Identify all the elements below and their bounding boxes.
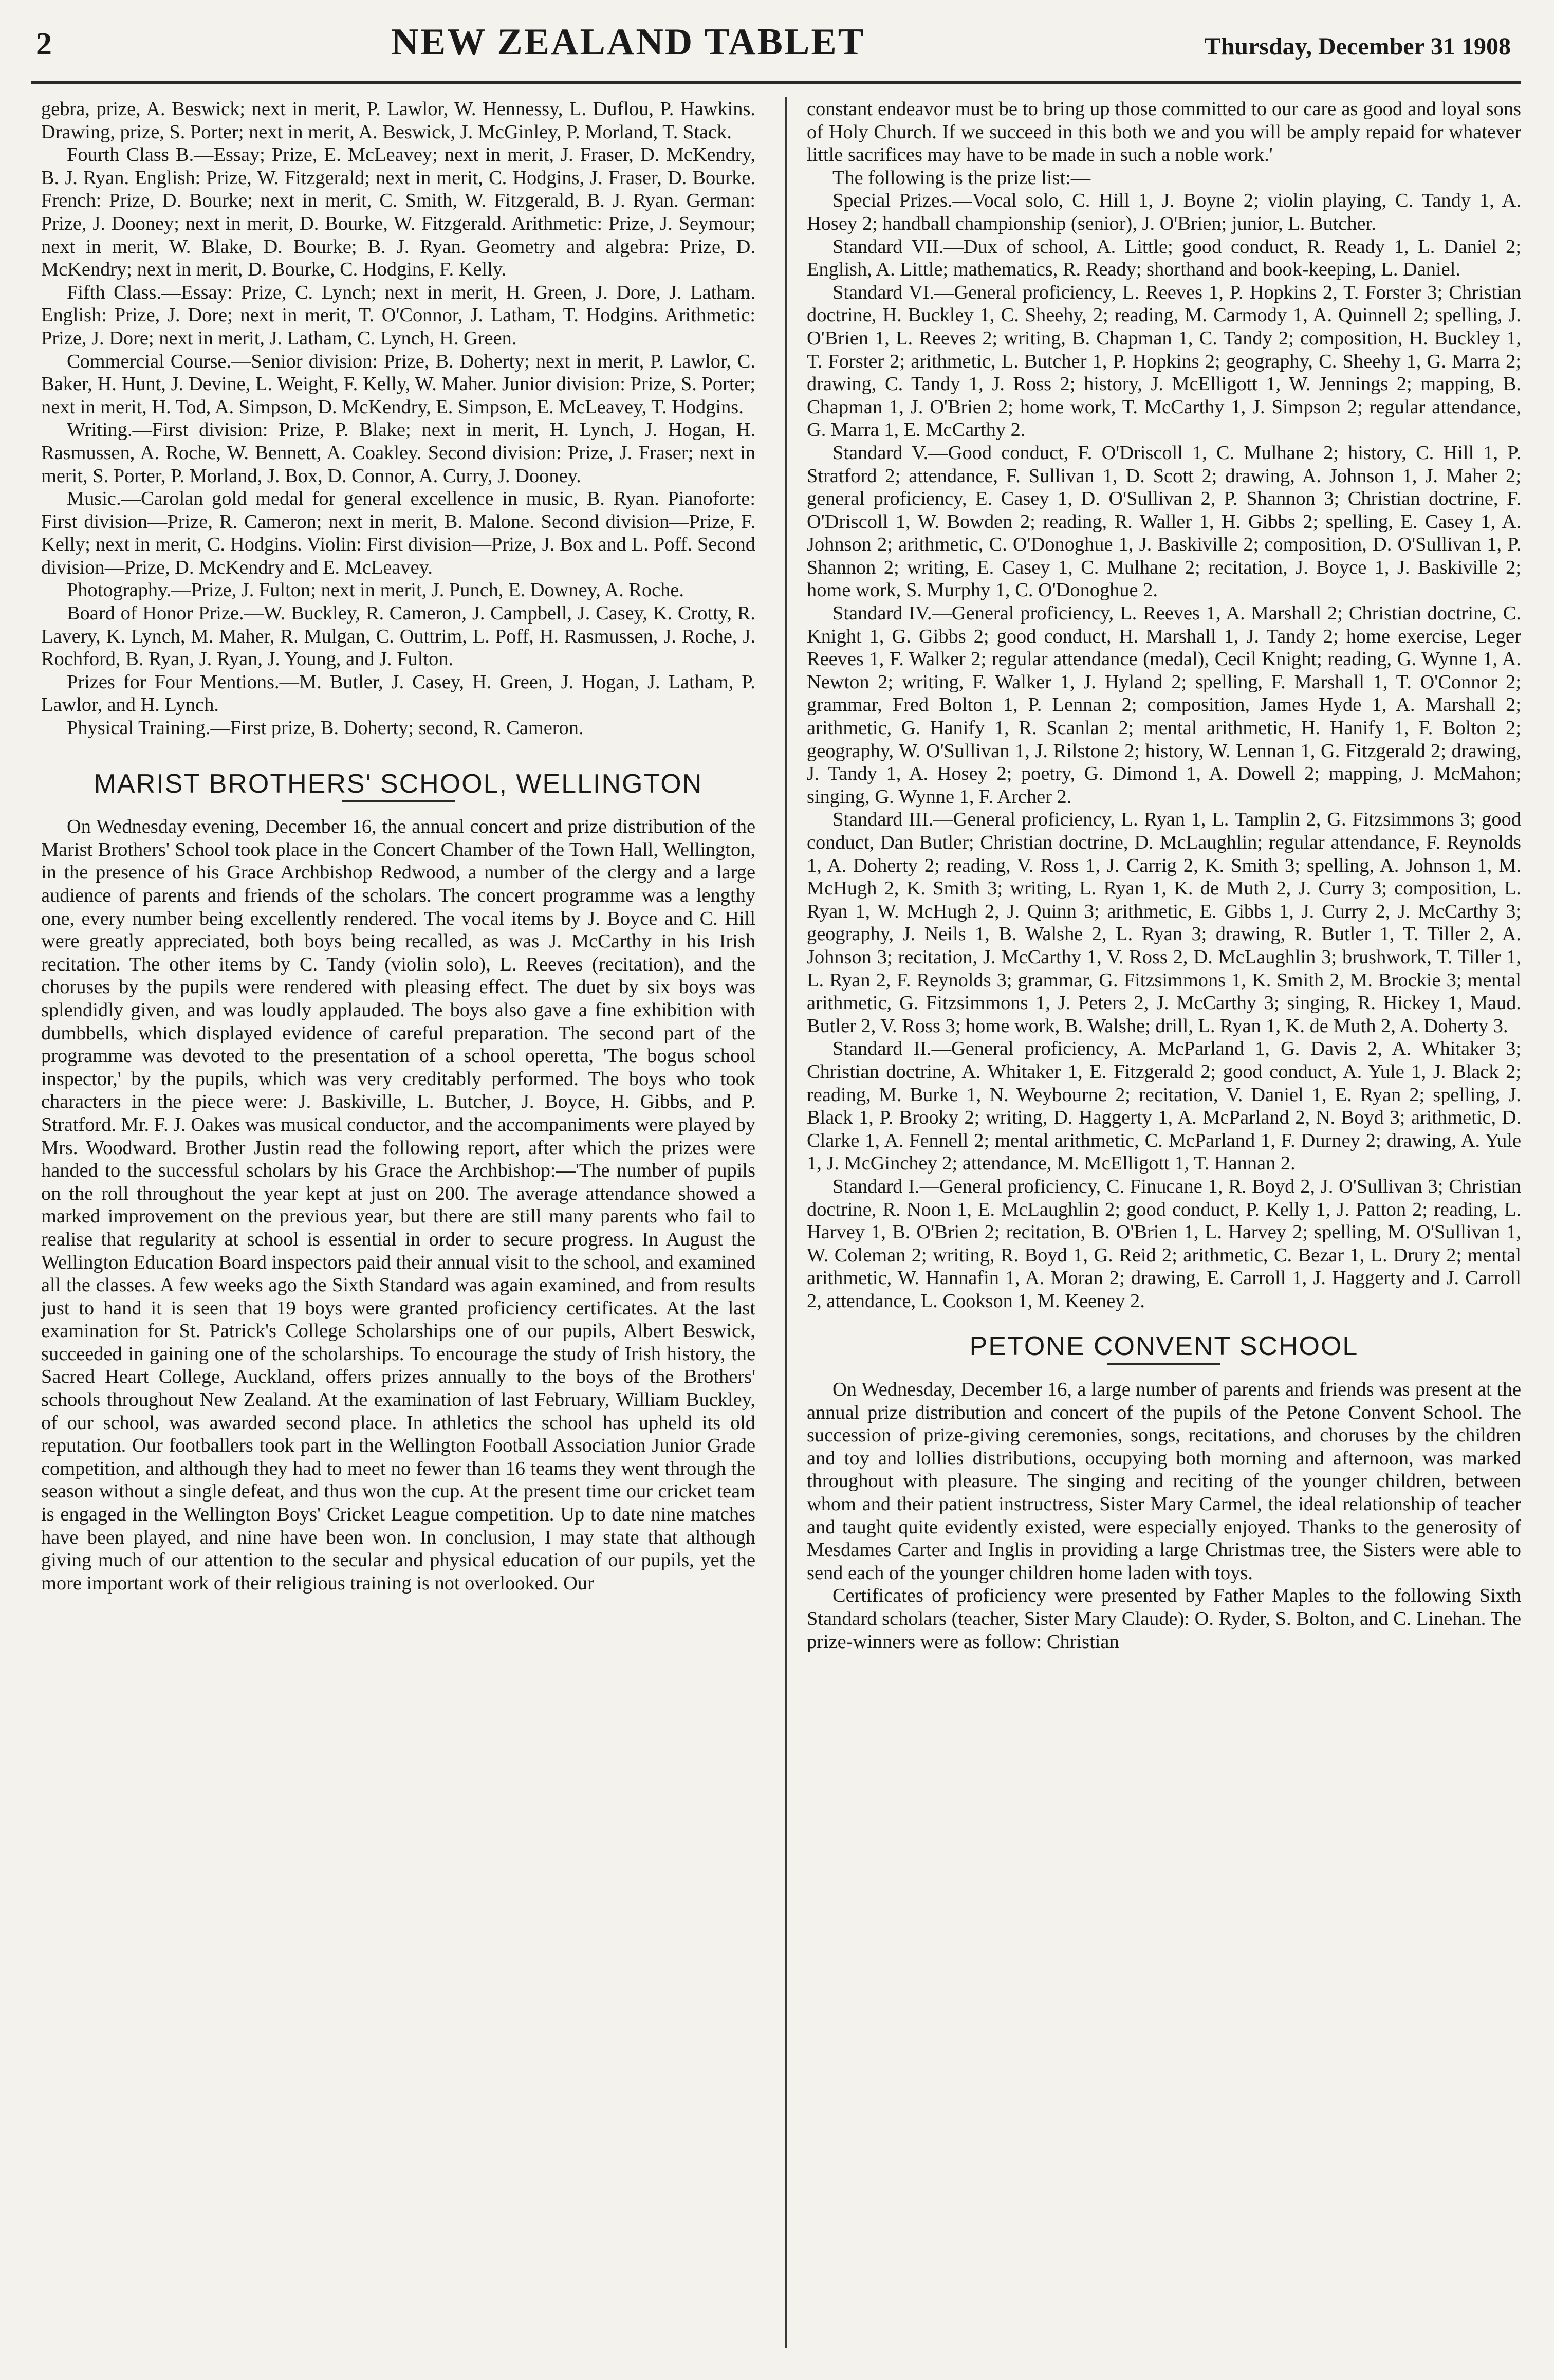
article-paragraph: Music.—Carolan gold medal for general excellence in music, B. Ryan. Pianoforte: First division—Prize, R. Cameron; next in merit, B. Malone. Second division—Prize, F. Kelly; next in merit, C. Hodgins. Violin: First division—Prize, J. Box and L. Poff. Second division—Prize, D. McKendry and E. McLeavey. <box>41 488 755 578</box>
right-column <box>807 98 1521 1653</box>
article-paragraph: Standard III.—General proficiency, L. Ryan 1, L. Tamplin 2, G. Fitzsimmons 3; good conduct, Dan Butler; Christian doctrine, D. McLaughlin; regular attendance, F. Reynolds 1, A. Doherty 2; reading, V. Ross 1, J. Carrig 2, K. Smith 3; spelling, A. Johnson 1, M. McHugh 2, K. Smith 3; writing, L. Ryan 1, K. de Muth 2, J. Curry 3; composition, L. Ryan 1, W. McHugh 2, J. Quinn 3; arithmetic, E. Gibbs 1, J. Curry 2, J. McCarthy 3; geography, J. Neils 1, B. Walshe 2, L. Ryan 3; drawing, R. Butler 1, T. Tiller 2, A. Johnson 3; recitation, J. McCarthy 1, V. Ross 2, D. McLaughlin 3; brushwork, T. Tiller 1, L. Ryan 2, F. Reynolds 3; grammar, G. Fitzsimmons 1, K. Smith 2, M. Brockie 3; mental arithmetic, G. Fitzsimmons 1, J. Peters 2, J. McCarthy 3; singing, R. Hickey 1, Maud. Butler 2, V. Ross 3; home work, B. Walshe; drill, L. Ryan 1, K. de Muth 2, A. Doherty 3. <box>807 809 1521 1037</box>
newspaper-page <box>31 21 1521 2365</box>
issue-date: Thursday, December 31 1908 <box>1204 33 1511 60</box>
article-paragraph: constant endeavor must be to bring up those committed to our care as good and loyal sons of Holy Church. If we succeed in this both we and you will be amply repaid for whatever little sacrifices may have to be made in such a noble work.' <box>807 98 1521 166</box>
heading-rule <box>1107 1363 1220 1365</box>
article-paragraph: Photography.—Prize, J. Fulton; next in merit, J. Punch, E. Downey, A. Roche. <box>67 579 684 601</box>
page-number: 2 <box>36 27 52 62</box>
article-paragraph: Standard VI.—General proficiency, L. Reeves 1, P. Hopkins 2, T. Forster 3; Christian doctrine, H. Buckley 1, C. Sheehy, 2; reading, M. Carmody 1, A. Quinnell 2; spelling, J. O'Brien 1, L. Reeves 2; writing, B. Chapman 1, C. Tandy 2; composition, H. Buckley 1, T. Forster 2; arithmetic, L. Butcher 1, P. Hopkins 2; geography, C. Sheehy 1, G. Marra 2; drawing, C. Tandy 1, J. Ross 2; history, J. McElligott 1, W. Jennings 2; mapping, B. Chapman 1, J. O'Brien 2; home work, T. McCarthy 1, J. Simpson 2; regular attendance, G. Marra 1, E. McCarthy 2. <box>807 281 1521 441</box>
article-paragraph: Physical Training.—First prize, B. Doherty; second, R. Cameron. <box>67 717 584 739</box>
article-paragraph: Standard II.—General proficiency, A. McParland 1, G. Davis 2, A. Whitaker 3; Christian doctrine, A. Whitaker 1, E. Fitzgerald 2; good conduct, A. Yule 1, J. Black 2; reading, M. Burke 1, N. Weybourne 2; recitation, V. Daniel 1, E. Ryan 2; spelling, J. Black 1, P. Brooky 2; writing, D. Haggerty 1, A. McParland 2, N. Boyd 3; arithmetic, D. Clarke 1, A. Fennell 2; mental arithmetic, C. McParland 1, F. Durney 2; drawing, A. Yule 1, J. McGinchey 2; attendance, M. McElligott 1, T. Hannan 2. <box>807 1038 1521 1175</box>
page-header <box>31 21 1521 82</box>
heading-rule <box>342 800 455 802</box>
section-heading-petone: PETONE CONVENT SCHOOL <box>969 1331 1359 1362</box>
article-paragraph: Certificates of proficiency were presented by Father Maples to the following Sixth Standard scholars (teacher, Sister Mary Claude): O. Ryder, S. Bolton, and C. Linehan. The prize-winners were as follow: Christian <box>807 1585 1521 1653</box>
masthead-title: NEW ZEALAND TABLET <box>391 21 865 63</box>
article-paragraph: On Wednesday evening, December 16, the annual concert and prize distribution of the Marist Brothers' School took place in the Concert Chamber of the Town Hall, Wellington, in the presence of his Grace Archbishop Redwood, a number of the clergy and a large audience of parents and friends of the scholars. The concert programme was a lengthy one, every number being excellently rendered. The vocal items by J. Boyce and C. Hill were greatly appreciated, both boys being recalled, as was J. McCarthy in his Irish recitation. The other items by C. Tandy (violin solo), L. Reeves (recitation), and the choruses by the pupils were rendered with pleasing effect. The duet by six boys was splendidly given, and was loudly applauded. The boys also gave a fine exhibition with dumbbells, which displayed evidence of careful preparation. The second part of the programme was devoted to the presentation of a school operetta, 'The bogus school inspector,' by the pupils, which was very creditably performed. The boys who took characters in the piece were: J. Baskiville, L. Butcher, J. Boyce, H. Gibbs, and P. Stratford. Mr. F. J. Oakes was musical conductor, and the accompaniments were played by Mrs. Woodward. Brother Justin read the following report, after which the prizes were handed to the successful scholars by his Grace the Archbishop:—'The number of pupils on the roll throughout the year kept at just on 200. The average attendance showed a marked improvement on the previous year, but there are still many parents who fail to realise that regularity at school is essential in order to secure progress. In August the Wellington Education Board inspectors paid their annual visit to the school, and examined all the classes. A few weeks ago the Sixth Standard was again examined, and from results just to hand it is seen that 19 boys were granted proficiency certificates. At the last examination for St. Patrick's College Scholarships one of our pupils, Albert Beswick, succeeded in gaining one of the scholarships. To encourage the study of Irish history, the Sacred Heart College, Auckland, offers prizes annually to the boys of the Brothers' schools throughout New Zealand. At the examination of last February, William Buckley, of our school, was awarded second place. In athletics the school has upheld its old reputation. Our footballers took part in the Wellington Football Association Junior Grade competition, and although they had to meet no fewer than 16 teams they went through the season without a single defeat, and thus won the cup. At the present time our cricket team is engaged in the Wellington Boys' Cricket League competition. Up to date nine matches have been played, and nine have been won. In conclusion, I may state that although giving much of our attention to the secular and physical education of our pupils, yet the more important work of their religious training is not overlooked. Our <box>41 816 755 1594</box>
article-paragraph: Standard V.—Good conduct, F. O'Driscoll 1, C. Mulhane 2; history, C. Hill 1, P. Stratford 2; attendance, F. Sullivan 1, D. Scott 2; drawing, A. Johnson 1, J. Maher 2; general proficiency, E. Casey 1, D. O'Sullivan 2, P. Shannon 3; Christian doctrine, F. O'Driscoll 1, W. Bowden 2; reading, R. Waller 1, H. Gibbs 2; spelling, E. Casey 1, A. Johnson 2; arithmetic, C. O'Donoghue 1, J. Baskiville 2; composition, D. O'Sullivan 1, P. Shannon 2; writing, E. Casey 1, C. Mulhane 2; recitation, J. Boyce 1, J. Baskiville 2; home work, S. Murphy 1, C. O'Donoghue 2. <box>807 442 1521 601</box>
article-paragraph: gebra, prize, A. Beswick; next in merit, P. Lawlor, W. Hennessy, L. Duflou, P. Hawkins. Drawing, prize, S. Porter; next in merit, A. Beswick, J. McGinley, P. Morland, T. Stack. <box>41 98 755 143</box>
section-heading-marist: MARIST BROTHERS' SCHOOL, WELLINGTON <box>94 768 703 799</box>
left-column <box>41 98 755 1595</box>
article-paragraph: Prizes for Four Mentions.—M. Butler, J. Casey, H. Green, J. Hogan, J. Latham, P. Lawlor, and H. Lynch. <box>41 671 755 716</box>
article-paragraph: Special Prizes.—Vocal solo, C. Hill 1, J. Boyne 2; violin playing, C. Tandy 1, A. Hosey 2; handball championship (senior), J. O'Brien; junior, L. Butcher. <box>807 190 1521 234</box>
header-rule <box>31 81 1521 84</box>
article-paragraph: Commercial Course.—Senior division: Prize, B. Doherty; next in merit, P. Lawlor, C. Baker, H. Hunt, J. Devine, L. Weight, F. Kelly, W. Maher. Junior division: Prize, S. Porter; next in merit, H. Tod, A. Simpson, D. McKendry, E. Simpson, E. McLeavey, T. Hodgins. <box>41 350 755 418</box>
article-paragraph: Standard IV.—General proficiency, L. Reeves 1, A. Marshall 2; Christian doctrine, C. Knight 1, G. Gibbs 2; good conduct, H. Marshall 1, J. Tandy 2; home exercise, Leger Reeves 1, F. Walker 2; regular attendance (medal), Cecil Knight; reading, G. Wynne 1, A. Newton 2; writing, F. Walker 1, J. Hyland 2; spelling, F. Marshall 1, T. O'Connor 2; grammar, Fred Bolton 1, P. Lennan 2; composition, James Hyde 1, A. Marshall 2; arithmetic, G. Hanify 1, R. Scanlan 2; mental arithmetic, H. Hanify 1, F. Bolton 2; geography, W. O'Sullivan 1, J. Rilstone 2; history, W. Lennan 1, G. Fitzgerald 2; drawing, J. Tandy 1, A. Hosey 2; poetry, G. Dimond 1, A. Dowell 2; mapping, J. McMahon; singing, G. Wynne 1, F. Archer 2. <box>807 602 1521 808</box>
article-paragraph: Board of Honor Prize.—W. Buckley, R. Cameron, J. Campbell, J. Casey, K. Crotty, R. Lavery, K. Lynch, M. Maher, R. Mulgan, C. Outtrim, L. Poff, H. Rasmussen, J. Roche, J. Rochford, B. Ryan, J. Ryan, J. Young, and J. Fulton. <box>41 602 755 670</box>
article-paragraph: Fifth Class.—Essay: Prize, C. Lynch; next in merit, H. Green, J. Dore, J. Latham. English: Prize, J. Dore; next in merit, T. O'Connor, J. Latham, T. Hodgins. Arithmetic: Prize, J. Dore; next in merit, J. Latham, C. Lynch, H. Green. <box>41 281 755 349</box>
article-paragraph: Standard VII.—Dux of school, A. Little; good conduct, R. Ready 1, L. Daniel 2; English, A. Little; mathematics, R. Ready; shorthand and book-keeping, L. Daniel. <box>807 235 1521 281</box>
article-paragraph: Standard I.—General proficiency, C. Finucane 1, R. Boyd 2, J. O'Sullivan 3; Christian doctrine, R. Noon 1, E. McLaughlin 2; good conduct, P. Kelly 1, J. Patton 2; reading, L. Harvey 1, B. O'Brien 2; recitation, B. O'Brien 1, L. Harvey 2; spelling, M. O'Sullivan 1, W. Coleman 2; writing, R. Boyd 1, G. Reid 2; arithmetic, C. Bezar 1, L. Drury 2; mental arithmetic, W. Hannafin 1, A. Moran 2; drawing, E. Carroll 1, J. Haggerty and J. Carroll 2, attendance, L. Cookson 1, M. Keeney 2. <box>807 1175 1521 1312</box>
column-divider <box>785 97 787 2348</box>
article-paragraph: On Wednesday, December 16, a large number of parents and friends was present at the annual prize distribution and concert of the pupils of the Petone Convent School. The succession of prize-giving ceremonies, songs, recitations, and choruses by the children and toy and lollies distributions, occupying both morning and afternoon, was marked throughout with pleasure. The singing and reciting of the younger children, between whom and their patient instructress, Sister Mary Carmel, the ideal relationship of teacher and taught quite evidently existed, were especially enjoyed. Thanks to the generosity of Mesdames Carter and Inglis in providing a large Christmas tree, the Sisters were able to send each of the younger children home laden with toys. <box>807 1379 1521 1584</box>
article-paragraph: The following is the prize list:— <box>832 167 1091 189</box>
article-paragraph: Fourth Class B.—Essay; Prize, E. McLeavey; next in merit, J. Fraser, D. McKendry, B. J. Ryan. English: Prize, W. Fitzgerald; next in merit, C. Hodgins, J. Fraser, D. Bourke. French: Prize, D. Bourke; next in merit, C. Smith, W. Fitzgerald, B. J. Ryan. German: Prize, J. Dooney; next in merit, D. Bourke, W. Fitzgerald. Arithmetic: Prize, J. Seymour; next in merit, W. Blake, D. Bourke; B. J. Ryan. Geometry and algebra: Prize, D. McKendry; next in merit, D. Bourke, C. Hodgins, F. Kelly. <box>41 144 755 281</box>
article-paragraph: Writing.—First division: Prize, P. Blake; next in merit, H. Lynch, J. Hogan, H. Rasmussen, A. Roche, W. Bennett, A. Coakley. Second division: Prize, J. Fraser; next in merit, S. Porter, P. Morland, J. Box, D. Connor, A. Curry, J. Dooney. <box>41 419 755 487</box>
